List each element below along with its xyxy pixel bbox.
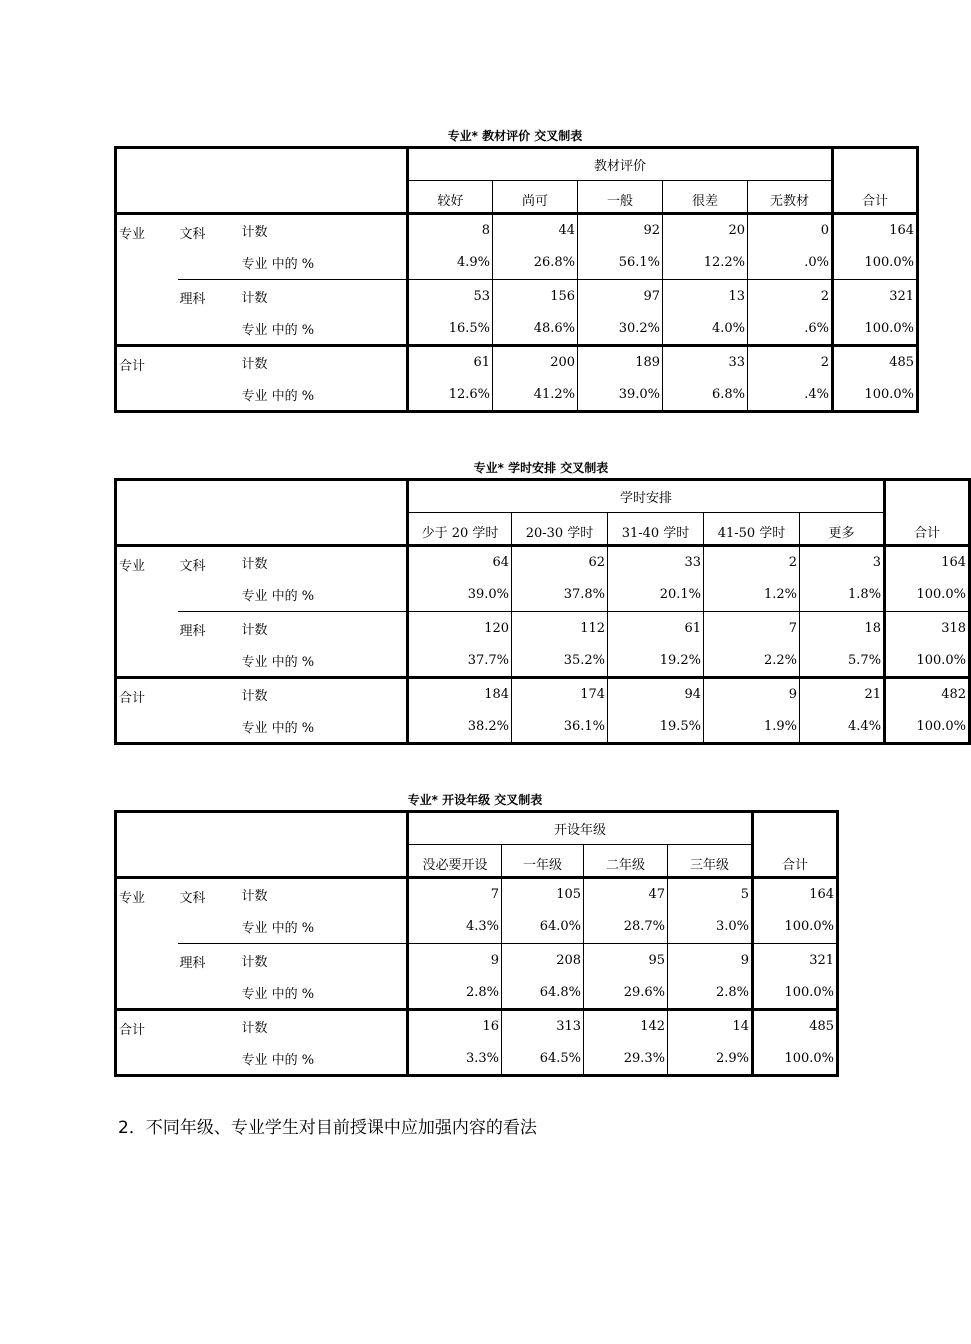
value-cell: 18 — [800, 612, 885, 645]
value-cell: 19.5% — [608, 711, 704, 744]
row-subgroup-label: 文科 — [179, 559, 206, 574]
statistic-label: 计数 — [241, 557, 268, 573]
value-cell: 208 — [502, 944, 584, 977]
value-cell: 21 — [800, 678, 885, 711]
value-cell: 37.8% — [512, 579, 608, 612]
value-cell: 4.9% — [408, 247, 493, 280]
value-cell: 94 — [608, 678, 704, 711]
value-cell: 30.2% — [578, 313, 663, 346]
value-cell: 7 — [704, 612, 800, 645]
row-subgroup-label: 理科 — [178, 280, 240, 346]
row-group-label: 合计 — [116, 1010, 240, 1076]
row-group-label: 专业 — [119, 891, 146, 906]
crosstab-table — [114, 810, 839, 1077]
statistic-label: 专业 中的 % — [241, 388, 315, 404]
column-header: 一年级 — [502, 845, 584, 878]
statistic-label: 计数 — [240, 678, 408, 711]
value-cell: 26.8% — [493, 247, 578, 280]
table-caption: 专业* 开设年级 交叉制表 — [407, 793, 543, 807]
value-cell: 7 — [408, 878, 502, 911]
value-cell: 56.1% — [578, 247, 663, 280]
value-cell: 3.3% — [408, 1043, 502, 1076]
value-cell: 2 — [704, 546, 800, 579]
value-cell: 5 — [668, 878, 753, 911]
value-cell: 64.0% — [502, 911, 584, 944]
value-cell: 9 — [408, 944, 502, 977]
table-row — [116, 346, 918, 379]
value-cell: 14 — [668, 1010, 753, 1043]
statistic-label: 专业 中的 % — [241, 720, 315, 736]
column-header: 31-40 学时 — [608, 513, 704, 546]
value-cell: 41.2% — [493, 379, 578, 412]
column-header: 尚可 — [493, 181, 578, 214]
statistic-label: 计数 — [240, 1010, 408, 1043]
column-header: 更多 — [800, 513, 885, 546]
value-cell: 61 — [608, 612, 704, 645]
value-cell: 12.6% — [408, 379, 493, 412]
total-cell: 100.0% — [833, 379, 918, 412]
value-cell: 2 — [748, 346, 833, 379]
value-cell: 35.2% — [512, 645, 608, 678]
total-cell: 100.0% — [753, 977, 838, 1010]
statistic-label: 专业 中的 % — [241, 257, 315, 273]
total-cell: 482 — [885, 678, 970, 711]
total-cell: 321 — [753, 944, 838, 977]
value-cell: 1.2% — [704, 579, 800, 612]
row-subgroup-label: 文科 — [179, 891, 206, 906]
value-cell: 20.1% — [608, 579, 704, 612]
statistic-label: 专业 中的 % — [241, 322, 315, 338]
total-cell: 100.0% — [833, 247, 918, 280]
value-cell: 92 — [578, 214, 663, 247]
total-cell: 100.0% — [833, 313, 918, 346]
value-cell: 0 — [748, 214, 833, 247]
total-cell: 321 — [833, 280, 918, 313]
statistic-label: 计数 — [240, 612, 408, 645]
value-cell: .4% — [748, 379, 833, 412]
total-header: 合计 — [885, 480, 970, 546]
value-cell: 33 — [608, 546, 704, 579]
value-cell: 105 — [502, 878, 584, 911]
section-heading: 2．不同年级、专业学生对目前授课中应加强内容的看法 — [118, 1118, 537, 1138]
value-cell: 142 — [584, 1010, 668, 1043]
table-row — [116, 612, 970, 645]
value-cell: 61 — [408, 346, 493, 379]
value-cell: 4.3% — [408, 911, 502, 944]
table-row — [116, 1010, 838, 1043]
total-cell: 100.0% — [753, 1043, 838, 1076]
table-row — [116, 280, 918, 313]
value-cell: 16 — [408, 1010, 502, 1043]
statistic-label: 计数 — [241, 889, 268, 905]
value-cell: 156 — [493, 280, 578, 313]
value-cell: 33 — [663, 346, 748, 379]
value-cell: 39.0% — [408, 579, 512, 612]
statistic-label: 计数 — [240, 280, 408, 313]
total-cell: 164 — [833, 214, 918, 247]
value-cell: 37.7% — [408, 645, 512, 678]
value-cell: .6% — [748, 313, 833, 346]
statistic-label: 计数 — [241, 225, 268, 241]
column-header: 没必要开设 — [408, 845, 502, 878]
statistic-label: 计数 — [240, 944, 408, 977]
group-header: 开设年级 — [408, 812, 753, 845]
value-cell: 53 — [408, 280, 493, 313]
row-group-label: 合计 — [116, 346, 240, 412]
value-cell: 5.7% — [800, 645, 885, 678]
value-cell: 112 — [512, 612, 608, 645]
value-cell: 97 — [578, 280, 663, 313]
value-cell: .0% — [748, 247, 833, 280]
crosstab-table — [114, 478, 971, 745]
value-cell: 36.1% — [512, 711, 608, 744]
total-header: 合计 — [753, 812, 838, 878]
row-group-label: 专业 — [119, 559, 146, 574]
corner-cell — [116, 148, 408, 214]
statistic-label: 专业 中的 % — [241, 589, 315, 605]
total-cell: 318 — [885, 612, 970, 645]
value-cell: 3.0% — [668, 911, 753, 944]
value-cell: 95 — [584, 944, 668, 977]
value-cell: 9 — [668, 944, 753, 977]
statistic-label: 专业 中的 % — [241, 1052, 315, 1068]
total-cell: 100.0% — [885, 711, 970, 744]
value-cell: 12.2% — [663, 247, 748, 280]
value-cell: 189 — [578, 346, 663, 379]
value-cell: 16.5% — [408, 313, 493, 346]
value-cell: 8 — [408, 214, 493, 247]
value-cell: 2.8% — [408, 977, 502, 1010]
value-cell: 64.8% — [502, 977, 584, 1010]
table-row — [116, 711, 970, 744]
row-group-label: 合计 — [116, 678, 240, 744]
value-cell: 9 — [704, 678, 800, 711]
column-header: 很差 — [663, 181, 748, 214]
column-header: 41-50 学时 — [704, 513, 800, 546]
value-cell: 2 — [748, 280, 833, 313]
table-row — [116, 878, 838, 911]
value-cell: 2.8% — [668, 977, 753, 1010]
value-cell: 1.8% — [800, 579, 885, 612]
column-header: 三年级 — [668, 845, 753, 878]
statistic-label: 专业 中的 % — [241, 654, 315, 670]
table-row — [116, 546, 970, 579]
value-cell: 64 — [408, 546, 512, 579]
table-caption: 专业* 学时安排 交叉制表 — [473, 461, 609, 475]
total-cell: 164 — [753, 878, 838, 911]
value-cell: 39.0% — [578, 379, 663, 412]
value-cell: 28.7% — [584, 911, 668, 944]
crosstab-table — [114, 146, 919, 413]
group-header: 学时安排 — [408, 480, 885, 513]
value-cell: 1.9% — [704, 711, 800, 744]
total-cell: 485 — [753, 1010, 838, 1043]
value-cell: 2.2% — [704, 645, 800, 678]
corner-cell — [116, 480, 408, 546]
table-row — [116, 645, 970, 678]
total-cell: 100.0% — [753, 911, 838, 944]
value-cell: 38.2% — [408, 711, 512, 744]
column-header: 二年级 — [584, 845, 668, 878]
column-header: 较好 — [408, 181, 493, 214]
column-header: 少于 20 学时 — [408, 513, 512, 546]
value-cell: 184 — [408, 678, 512, 711]
table-caption: 专业* 教材评价 交叉制表 — [447, 129, 583, 143]
row-subgroup-label: 理科 — [178, 944, 240, 1010]
value-cell: 44 — [493, 214, 578, 247]
statistic-label: 专业 中的 % — [241, 986, 315, 1002]
value-cell: 64.5% — [502, 1043, 584, 1076]
value-cell: 2.9% — [668, 1043, 753, 1076]
row-subgroup-label: 文科 — [179, 227, 206, 242]
row-subgroup-label: 理科 — [178, 612, 240, 678]
value-cell: 48.6% — [493, 313, 578, 346]
group-header: 教材评价 — [408, 148, 833, 181]
value-cell: 19.2% — [608, 645, 704, 678]
total-cell: 164 — [885, 546, 970, 579]
value-cell: 6.8% — [663, 379, 748, 412]
corner-cell — [116, 812, 408, 878]
value-cell: 20 — [663, 214, 748, 247]
statistic-label: 专业 中的 % — [241, 921, 315, 937]
table-row — [116, 944, 838, 977]
table-row — [116, 579, 970, 612]
total-cell: 100.0% — [885, 579, 970, 612]
column-header: 20-30 学时 — [512, 513, 608, 546]
value-cell: 29.3% — [584, 1043, 668, 1076]
value-cell: 120 — [408, 612, 512, 645]
value-cell: 47 — [584, 878, 668, 911]
row-group-label: 专业 — [119, 227, 146, 242]
total-cell: 100.0% — [885, 645, 970, 678]
table-row — [116, 678, 970, 711]
value-cell: 4.0% — [663, 313, 748, 346]
value-cell: 13 — [663, 280, 748, 313]
column-header: 无教材 — [748, 181, 833, 214]
table-row — [116, 214, 918, 247]
value-cell: 62 — [512, 546, 608, 579]
total-header: 合计 — [833, 148, 918, 214]
value-cell: 3 — [800, 546, 885, 579]
column-header: 一般 — [578, 181, 663, 214]
statistic-label: 计数 — [240, 346, 408, 379]
value-cell: 200 — [493, 346, 578, 379]
value-cell: 4.4% — [800, 711, 885, 744]
value-cell: 313 — [502, 1010, 584, 1043]
value-cell: 29.6% — [584, 977, 668, 1010]
value-cell: 174 — [512, 678, 608, 711]
total-cell: 485 — [833, 346, 918, 379]
